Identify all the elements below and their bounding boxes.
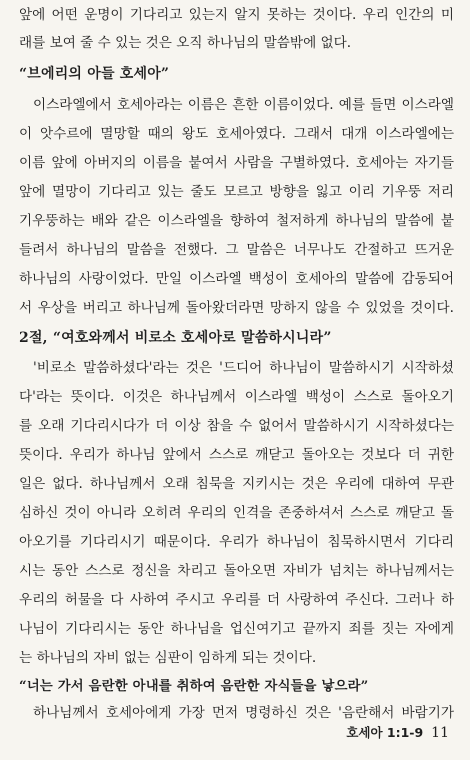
body-line: 들려서 하나님의 말씀을 전했다. 그 말씀은 너무나도 간절하고 뜨거운 [19, 242, 454, 258]
body-line: 다'라는 뜻이다. 이것은 하나님께서 이스라엘 백성이 스스로 돌아오기 [19, 389, 454, 405]
body-line: 이 앗수르에 멸망할 때의 왕도 호세아였다. 그래서 대개 이스라엘에는 [19, 126, 454, 142]
body-line: 래를 보여 줄 수 있는 것은 오직 하나님의 말씀밖에 없다. [19, 35, 352, 51]
body-line: 뜻이다. 우리가 하나님 앞에서 스스로 깨닫고 돌아오는 것보다 더 귀한 [19, 447, 454, 463]
body-line: 나님이 기다리시는 동안 하나님을 업신여기고 끝까지 죄를 짓는 자에게 [19, 621, 454, 637]
book-reference: 호세아 1:1-9 [346, 725, 424, 740]
body-line: 서 우상을 버리고 하나님께 돌아왔더라면 망하지 않을 수 있었을 것이다. [19, 300, 454, 316]
body-line: 이름 앞에 아버지의 이름을 붙여서 사람을 구별하였다. 호세아는 자기들 [19, 155, 454, 171]
body-line: 하나님의 사랑이었다. 만일 이스라엘 백성이 호세아의 말씀에 감동되어 [19, 271, 454, 287]
body-line: 앞에 어떤 운명이 기다리고 있는지 알지 못하는 것이다. 우리 인간의 미 [19, 7, 454, 23]
body-line: 이스라엘에서 호세아라는 이름은 흔한 이름이었다. 예를 들면 이스라엘 [33, 97, 454, 113]
body-line: 기우뚱하는 배와 같은 이스라엘을 향하여 철저하게 하나님의 말씀에 붙 [19, 213, 454, 229]
body-line: 앞에 멸망이 기다리고 있는 줄도 모르고 방향을 잃고 이리 기우뚱 저리 [19, 184, 454, 200]
section-heading: “너는 가서 음란한 아내를 취하여 음란한 자식들을 낳으라” [19, 679, 369, 694]
section-heading: “브에리의 아들 호세아” [19, 66, 170, 82]
body-line: '비로소 말씀하셨다'라는 것은 '드디어 하나님이 말씀하시기 시작하셨 [33, 360, 454, 376]
body-line: 는 하나님의 자비 없는 심판이 임하게 되는 것이다. [19, 650, 317, 666]
body-line: 를 오래 기다리시다가 더 이상 참을 수 없어서 말씀하시기 시작하셨다는 [19, 418, 454, 434]
body-line: 아오기를 기다리시기 때문이다. 우리가 하나님이 침묵하시면서 기다리 [19, 534, 454, 550]
verse-heading: 2절, “여호와께서 비로소 호세아로 말씀하시니라” [19, 330, 332, 346]
body-line: 시는 동안 스스로 정신을 차리고 돌아오면 자비가 넘치는 하나님께서는 [19, 563, 454, 579]
body-line: 심하신 것이 아니라 오히려 우리의 인격을 존중하셔서 스스로 깨닫고 돌 [19, 505, 454, 521]
body-line: 하나님께서 호세아에게 가장 먼저 명령하신 것은 '음란해서 바람기가 [33, 705, 454, 721]
body-line: 일은 없다. 하나님께서 오래 침묵을 지키시는 것은 우리에 대하여 무관 [19, 476, 454, 492]
body-line: 우리의 허물을 다 사하여 주시고 우리를 더 사랑하여 주신다. 그러나 하 [19, 592, 454, 608]
page-number: 11 [431, 725, 449, 741]
page-footer [346, 722, 449, 742]
